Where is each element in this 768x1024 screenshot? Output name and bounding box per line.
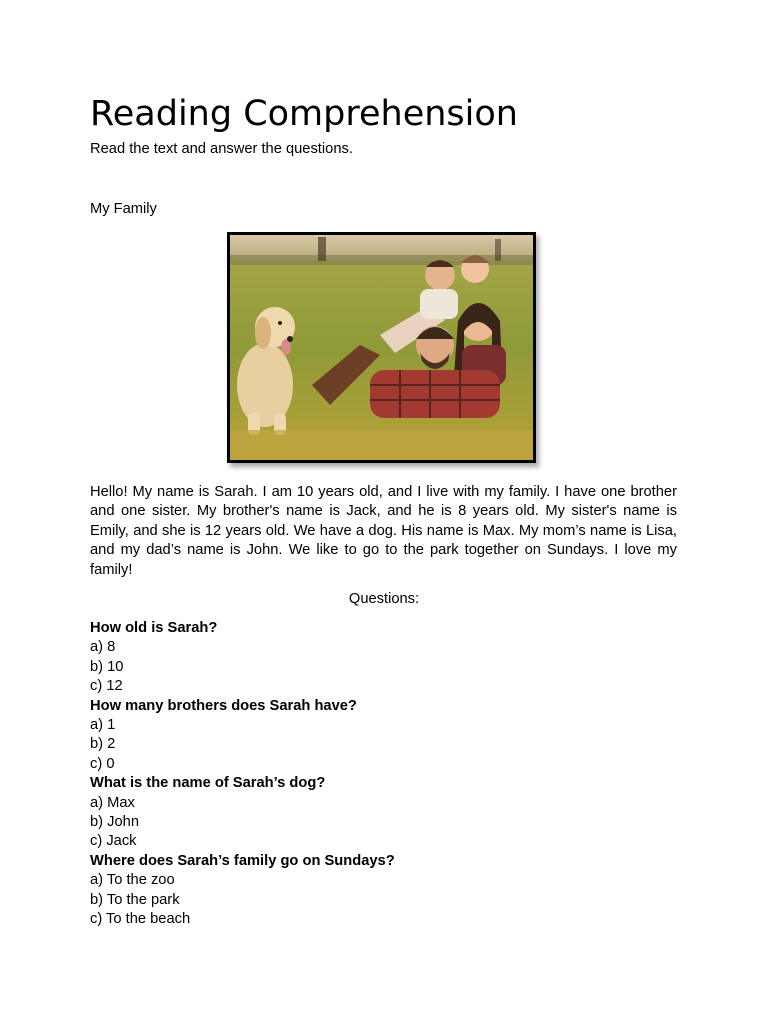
family-photo-icon [230,235,533,460]
answer-option: b) John [90,814,139,831]
question-block [90,852,678,930]
answer-option: c) 0 [90,755,115,772]
page-title: Reading Comprehension [90,94,518,134]
answer-option: a) 1 [90,717,116,734]
story-paragraph: Hello! My name is Sarah. I am 10 years old, and I live with my family. I have one brother and one sister. My brother's name is Jack, and he is 8 years old. My sister's name is Emily, and she is 12 years old. We have a dog. His name is Max. My mom’s name is Lisa, and my dad’s name is John. We like to go to the park together on Sundays. I love my family! [90,484,677,578]
question-text: How old is Sarah? [90,620,218,636]
story-title: My Family [90,201,157,217]
answer-option: b) 2 [90,736,116,753]
questions-heading: Questions: [348,591,420,607]
question-block [90,697,678,775]
answer-option: a) 8 [90,639,116,656]
question-block [90,774,678,852]
question-text: Where does Sarah’s family go on Sundays? [90,852,395,869]
answer-option: b) 10 [90,658,124,675]
answer-option: a) Max [90,794,135,811]
family-photo [227,232,536,463]
instructions-text: Read the text and answer the questions. [90,141,353,157]
answer-option: c) 12 [90,678,123,695]
answer-option: b) To the park [90,891,180,908]
answer-option: c) To the beach [90,911,191,928]
answer-option: a) To the zoo [90,872,175,889]
answer-option: c) Jack [90,833,137,850]
question-list [90,619,678,930]
question-text: What is the name of Sarah’s dog? [90,775,326,792]
question-text: How many brothers does Sarah have? [90,697,357,714]
question-block [90,619,678,697]
